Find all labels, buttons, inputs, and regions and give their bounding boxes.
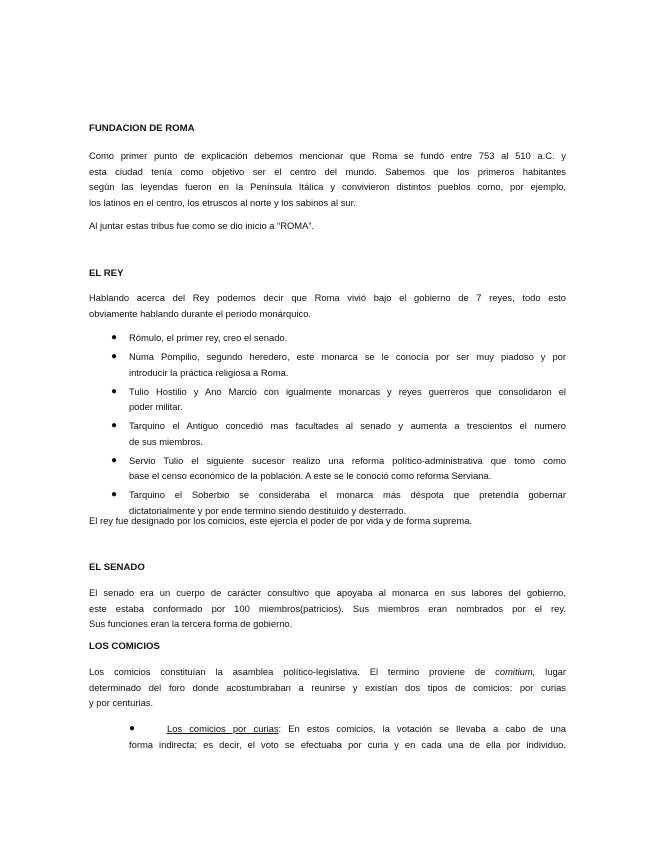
list-item [89,349,566,380]
paragraph-fundacion-2 [89,218,566,234]
text-segment: lugar [535,666,566,677]
text-segment: : En estos comicios, la votación se llevaba a cabo de una [278,723,567,734]
bullet-icon: ● [111,332,118,343]
paragraph-line: Sus funciones eran la tercera forma de gobierno. [89,618,293,629]
list-item [89,330,566,346]
bullet-icon: ● [111,385,118,397]
list-item-text: introducir la práctica religiosa a Roma. [129,366,289,378]
paragraph-line: El senado era un cuerpo de carácter consultivo que apoyaba al monarca en sus labores del gobierno, [89,587,566,598]
paragraph-line: los latinos en el centro, los etruscos al norte y los sabinos al sur. [89,196,356,208]
paragraph-line: y por centurias. [89,697,154,708]
section-title-fundacion: FUNDACION DE ROMA [89,123,195,134]
text-segment: Los comicios constituían la asamblea político-legislativa. El termino proviene de [89,666,496,677]
bullet-icon: ● [129,723,136,734]
list-item-text: Rómulo, el primer rey, creo el senado. [129,332,288,343]
section-title-comicios: LOS COMICIOS [89,641,160,652]
bullet-icon: ● [111,489,118,500]
list-item-text: dictatorialmente y por ende termino siendo destituido y desterrado. [129,504,407,516]
paragraph-rey-closing [89,513,566,529]
italic-term: comitium, [495,666,536,677]
sublist-item-body [129,721,566,752]
paragraph-line: Al juntar estas tribus fue como se dio inicio a “ROMA”. [89,220,315,231]
paragraph-line: El rey fue designado por los comicios, este ejercía el poder de por vida y de forma suprema. [89,515,473,526]
paragraph-senado [89,585,566,632]
paragraph-fundacion [89,148,566,210]
section-title-senado: EL SENADO [89,562,145,573]
paragraph-comicios [89,664,566,711]
comicios-sublist-item [89,721,566,752]
list-item-text: Tarquino el Soberbio se consideraba el monarca más déspota que pretendía gobernar [129,489,566,500]
list-item [89,418,566,449]
list-item-text: Tarquino el Antiguo concedió mas facultades al senado y aumenta a trescientos el numero [129,420,566,431]
paragraph-line: obviamente hablando durante el periodo monárquico. [89,307,312,319]
list-item-text: poder militar. [129,401,183,412]
paragraph-line: según las leyendas fueron en la Península Itálica y convivieron distintos pueblos como, por ejemplo, [89,181,566,192]
section-title-rey: EL REY [89,268,124,279]
bullet-icon: ● [111,351,118,362]
paragraph-line [129,721,566,737]
list-item [89,453,566,484]
paragraph-line: Como primer punto de explicación debemos mencionar que Roma se fundó entre 753 al 510 a.C. y [89,150,566,161]
paragraph-line: Hablando acerca del Rey podemos decir que Roma vivió bajo el gobierno de 7 reyes, todo esto [89,292,566,303]
paragraph-rey-intro [89,290,566,321]
paragraph-line: forma indirecta; es decir, el voto se efectuaba por curia y en cada una de ella por individuo. [129,738,566,750]
paragraph-line: esta ciudad tenía como objetivo ser el centro del mundo. Sabemos que los primeros habitantes [89,165,566,177]
list-item-text: Tulio Hostilio y Ano Marcio con igualmente monarcas y reyes guerreros que consolidaron el [129,385,566,397]
underlined-term: Los comicios por curias [167,723,279,734]
paragraph-line: determinado del foro donde acostumbraban a reunirse y existían dos tipos de comicios: por curias [89,681,566,693]
list-item-text: de sus miembros. [129,435,203,447]
list-item-text: base el censo económico de la población. A este se le conoció como reforma Serviana. [129,470,492,481]
list-item [89,384,566,415]
bullet-icon: ● [111,454,118,466]
paragraph-line [89,664,566,680]
paragraph-line: este estaba conformado por 100 miembros(patricios). Sus miembros eran nombrados por el rey. [89,602,566,614]
bullet-icon: ● [111,420,118,431]
kings-list [89,330,566,518]
list-item-text: Numa Pompilio, segundo heredero, este monarca se le conocía por ser muy piadoso y por [129,351,566,362]
list-item-text: Servio Tulio el siguiente sucesor realizo una reforma político-administrativa que tomo como [129,454,566,466]
